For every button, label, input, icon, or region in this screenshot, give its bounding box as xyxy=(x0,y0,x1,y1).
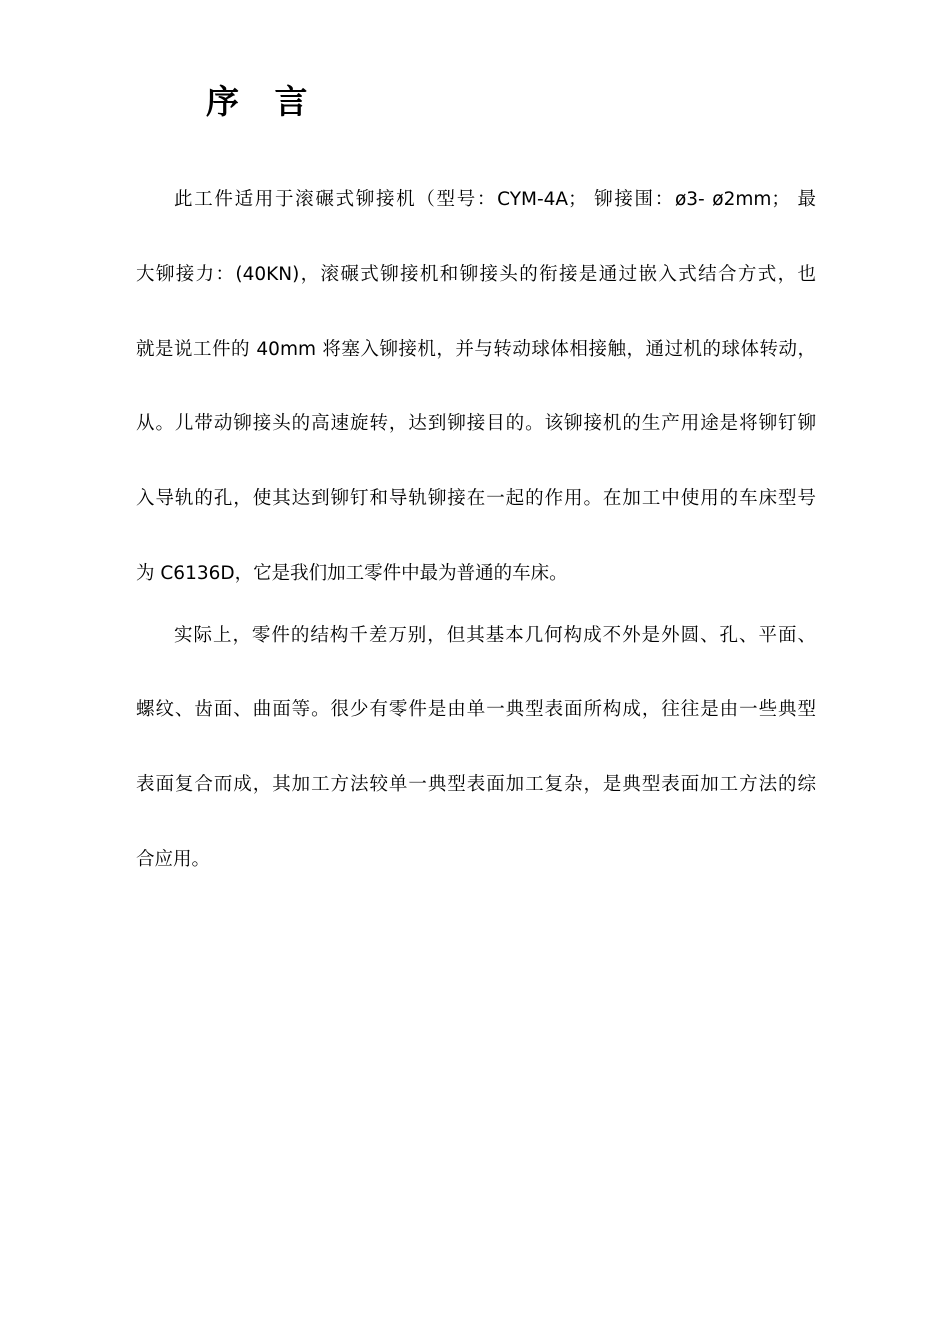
paragraph-line: 从。儿带动铆接头的高速旋转，达到铆接目的。该铆接机的生产用途是将铆钉铆 xyxy=(136,413,816,434)
paragraph-line: 就是说工件的 40mm 将塞入铆接机，并与转动球体相接触，通过机的球体转动， xyxy=(136,339,816,360)
paragraph-line: 入导轨的孔，使其达到铆钉和导轨铆接在一起的作用。在加工中使用的车床型号 xyxy=(136,488,816,509)
paragraph-line: 表面复合而成，其加工方法较单一典型表面加工复杂，是典型表面加工方法的综 xyxy=(136,774,816,795)
paragraph-line: 为 C6136D，它是我们加工零件中最为普通的车床。 xyxy=(136,563,568,584)
paragraph-line: 大铆接力：(40KN)，滚碾式铆接机和铆接头的衔接是通过嵌入式结合方式，也 xyxy=(136,264,816,285)
page-title: 序 言 xyxy=(206,82,320,121)
paragraph-line: 合应用。 xyxy=(136,849,211,870)
paragraph-line: 螺纹、齿面、曲面等。很少有零件是由单一典型表面所构成，往往是由一些典型 xyxy=(136,699,816,720)
paragraph-line: 此工件适用于滚碾式铆接机（型号：CYM-4A； 铆接围：ø3- ø2mm； 最 xyxy=(174,189,816,210)
paragraph-line: 实际上，零件的结构千差万别，但其基本几何构成不外是外圆、孔、平面、 xyxy=(174,625,816,646)
